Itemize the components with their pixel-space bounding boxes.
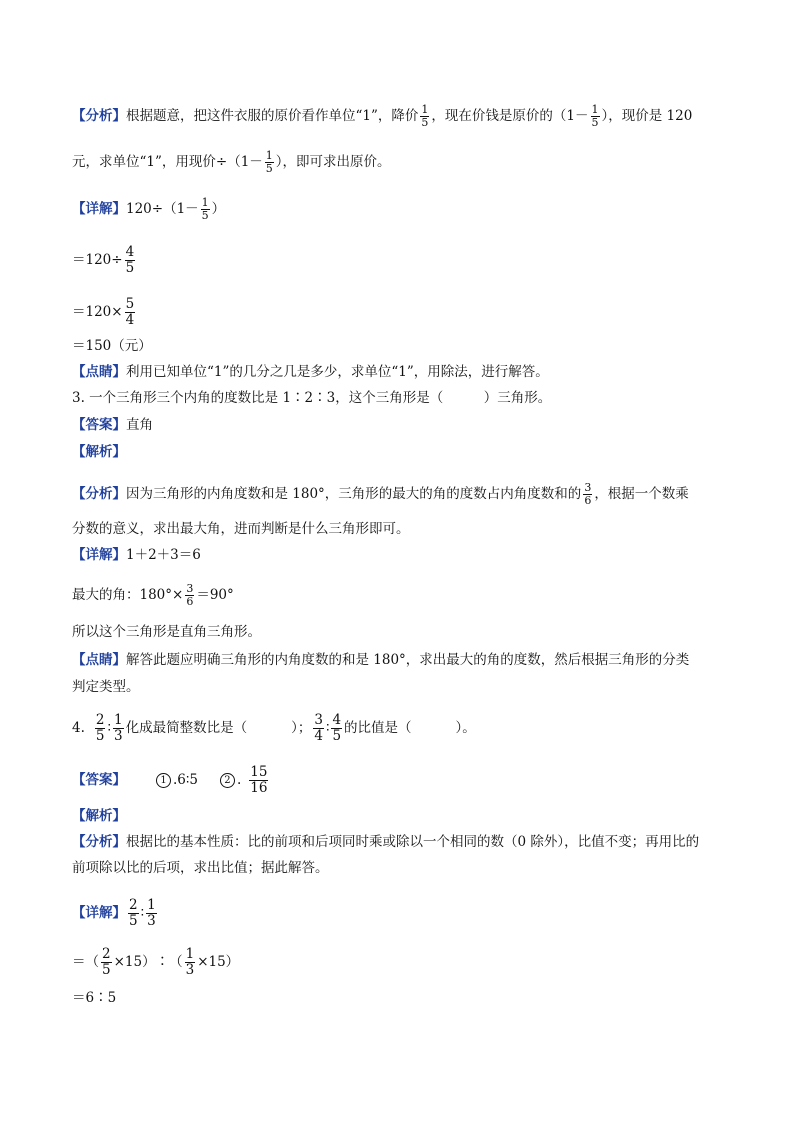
circled-one-icon: 1	[156, 773, 171, 788]
step-text: ＝（	[72, 953, 99, 970]
analysis-text: 根据比的基本性质：比的前项和后项同时乘或除以一个相同的数（0 除外），比值不变；再用比的	[126, 834, 700, 850]
explain-label: 【解析】	[72, 808, 126, 824]
q3-comment-line1	[72, 650, 689, 670]
analysis-text: ），即可求出原价。	[275, 154, 391, 171]
step-text: ×15）∶（	[113, 953, 183, 970]
analysis-text: 分数的意义，求出最大角，进而判断是什么三角形即可。	[72, 521, 410, 537]
q3-question	[72, 388, 551, 408]
p2-step2	[72, 297, 137, 328]
fraction-one-fifth: $\frac{1}{5}$	[421, 103, 429, 130]
step-text: ＝6∶5	[72, 990, 117, 1006]
q4-detail	[72, 898, 159, 929]
ratio-separator: ∶	[140, 904, 145, 921]
question-text: 化成最简整数比是（	[125, 719, 248, 736]
fraction-five-fourths: $\frac{5}{4}$	[125, 296, 135, 328]
step-text: ×15）	[197, 953, 240, 970]
detail-text: 120÷（1－	[126, 201, 199, 218]
fraction-two-fifths: $\frac{2}{5}$	[95, 712, 105, 744]
max-angle-text: ＝90°	[196, 587, 234, 604]
p2-step1	[72, 245, 137, 276]
answer-text: .	[236, 771, 242, 788]
explain-label: 【解析】	[72, 444, 126, 460]
analysis-text: ，根据一个数乘	[594, 486, 689, 503]
fraction-one-fifth: $\frac{1}{5}$	[201, 196, 209, 223]
question-text: 的比值是（	[344, 719, 412, 736]
q3-analysis-line1	[72, 482, 689, 507]
fraction-one-third: $\frac{1}{3}$	[185, 946, 195, 978]
q3-explain	[72, 442, 126, 462]
q3-answer	[72, 415, 153, 435]
p2-comment	[72, 362, 549, 382]
answer-text: 直角	[126, 417, 153, 433]
question-text: ）。	[455, 719, 476, 736]
fraction-three-sixths: $\frac{3}{6}$	[584, 481, 592, 508]
analysis-label: 【分析】	[72, 108, 126, 125]
fraction-three-sixths: $\frac{3}{6}$	[186, 582, 194, 609]
fraction-four-fifths: $\frac{4}{5}$	[125, 244, 135, 276]
q3-analysis-line2	[72, 519, 410, 539]
ratio-separator: ∶	[107, 719, 111, 736]
detail-text: ）	[211, 201, 226, 218]
q4-step1	[72, 947, 239, 978]
step-text: ＝150（元）	[72, 338, 152, 354]
comment-text: 利用已知单位“1”的几分之几是多少，求单位“1”，用除法，进行解答。	[126, 364, 549, 380]
fraction-two-fifths: $\frac{2}{5}$	[129, 897, 138, 929]
answer-text: .6∶5	[173, 771, 198, 788]
step-text: ＝120×	[72, 303, 123, 320]
fraction-one-third: $\frac{1}{3}$	[147, 897, 156, 929]
question-text: 3. 一个三角形三个内角的度数比是 1∶2∶3，这个三角形是（ ）三角形。	[72, 390, 552, 406]
analysis-label: 【分析】	[72, 834, 126, 850]
analysis-text: ），现价是 120	[601, 108, 693, 125]
q3-conclusion	[72, 622, 261, 642]
max-angle-text: 最大的角：180°×	[72, 587, 184, 604]
p2-analysis-line2	[72, 150, 391, 175]
detail-label: 【详解】	[72, 201, 126, 218]
analysis-text: ，现在价钱是原价的（1－	[431, 108, 589, 125]
q4-question	[72, 713, 476, 744]
detail-label: 【详解】	[72, 904, 126, 921]
comment-label: 【点睛】	[72, 364, 126, 380]
comment-label: 【点睛】	[72, 652, 126, 668]
fraction-four-fifths: $\frac{4}{5}$	[332, 712, 342, 744]
q4-explain	[72, 806, 126, 826]
circled-two-icon: 2	[220, 773, 235, 788]
fraction-one-third: $\frac{1}{3}$	[114, 712, 123, 744]
q4-answer	[72, 765, 270, 796]
q4-analysis-line1	[72, 832, 699, 852]
p2-step3	[72, 336, 152, 356]
analysis-text: 元，求单位“1”，用现价÷（1－	[72, 154, 263, 171]
detail-text: 1＋2＋3＝6	[126, 547, 201, 563]
conclusion-text: 所以这个三角形是直角三角形。	[72, 624, 261, 640]
p2-detail-line	[72, 197, 225, 222]
q3-comment-line2	[72, 677, 140, 697]
answer-label: 【答案】	[72, 417, 126, 433]
ratio-separator: ∶	[325, 719, 330, 736]
question-text: ）；	[291, 719, 312, 736]
analysis-text: 前项除以比的后项，求出比值；据此解答。	[72, 860, 329, 876]
q4-step2	[72, 988, 116, 1008]
fraction-one-fifth: $\frac{1}{5}$	[265, 149, 273, 176]
comment-text: 解答此题应明确三角形的内角度数的和是 180°，求出最大的角的度数，然后根据三角形的分类	[126, 652, 690, 668]
fraction-three-fourths: $\frac{3}{4}$	[314, 712, 323, 744]
answer-label: 【答案】	[72, 771, 126, 788]
fraction-fifteen-sixteenths: $\frac{15}{16}$	[250, 764, 268, 796]
q3-detail	[72, 545, 201, 565]
fraction-two-fifths: $\frac{2}{5}$	[102, 946, 111, 978]
analysis-text: 根据题意，把这件衣服的原价看作单位“1”，降价	[126, 108, 419, 125]
fraction-one-fifth: $\frac{1}{5}$	[591, 103, 599, 130]
q4-analysis-line2	[72, 858, 329, 878]
analysis-text: 因为三角形的内角度数和是 180°，三角形的最大的角的度数占内角度数和的	[126, 486, 582, 503]
p2-analysis-line1	[72, 104, 692, 129]
question-number: 4.	[72, 719, 85, 736]
comment-text: 判定类型。	[72, 679, 140, 695]
analysis-label: 【分析】	[72, 486, 126, 503]
detail-label: 【详解】	[72, 547, 126, 563]
step-text: ＝120÷	[72, 251, 123, 268]
q3-max-angle	[72, 583, 234, 608]
